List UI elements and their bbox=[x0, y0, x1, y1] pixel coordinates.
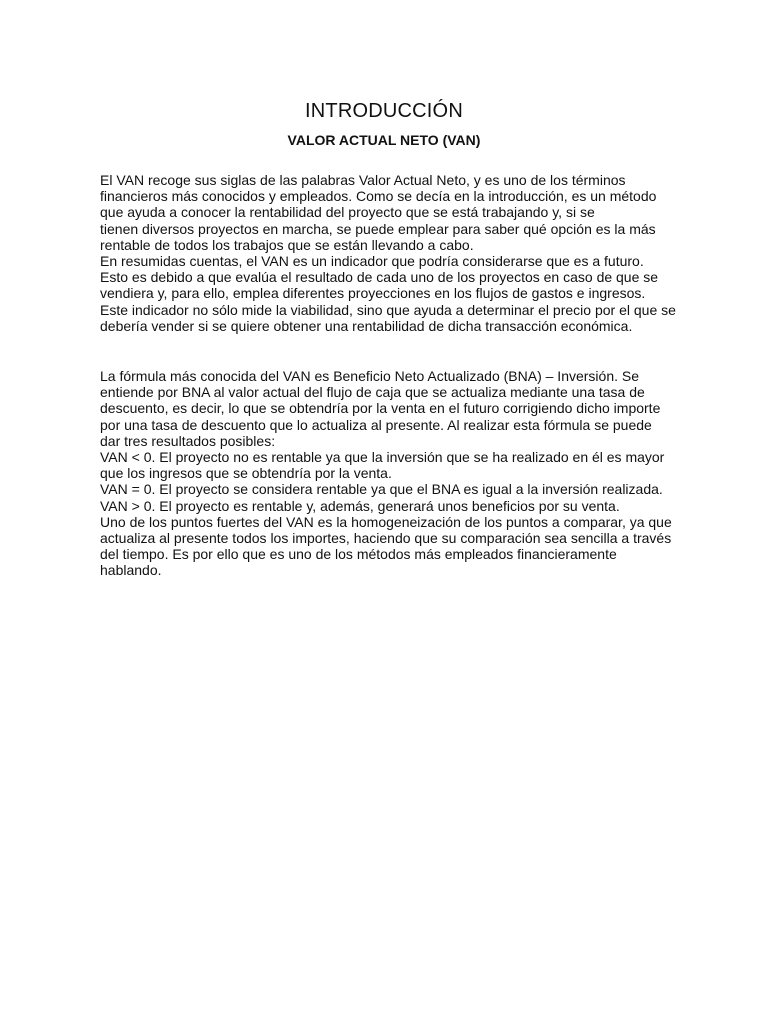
text-line: En resumidas cuentas, el VAN es un indicador que podría considerarse que es a futuro. bbox=[100, 253, 644, 270]
paragraph-formula bbox=[100, 368, 680, 579]
text-line: El VAN recoge sus siglas de las palabras Valor Actual Neto, y es uno de los términos bbox=[100, 172, 626, 188]
text-line: VAN = 0. El proyecto se considera rentable ya que el BNA es igual a la inversión realizada. bbox=[100, 481, 663, 498]
text-line: por una tasa de descuento que lo actualiza al presente. Al realizar esta fórmula se puede bbox=[100, 416, 652, 433]
text-line: actualiza al presente todos los importes, haciendo que su comparación sea sencilla a través bbox=[100, 530, 672, 547]
text-line: Uno de los puntos fuertes del VAN es la homogeneización de los puntos a comparar, ya que bbox=[100, 513, 672, 530]
text-line: tienen diversos proyectos en marcha, se puede emplear para saber qué opción es la más bbox=[100, 220, 656, 237]
text-line: que ayuda a conocer la rentabilidad del proyecto que se está trabajando y, si se bbox=[100, 204, 595, 221]
paragraph-intro bbox=[100, 172, 680, 334]
text-line: entiende por BNA al valor actual del flujo de caja que se actualiza mediante una tasa de bbox=[100, 384, 645, 401]
text-line: descuento, es decir, lo que se obtendría por la venta en el futuro corrigiendo dicho importe bbox=[100, 400, 661, 417]
text-line: que los ingresos que se obtendría por la venta. bbox=[100, 465, 392, 482]
text-line: VAN < 0. El proyecto no es rentable ya que la inversión que se ha realizado en él es mayor bbox=[100, 449, 665, 466]
text-line: vendiera y, para ello, emplea diferentes proyecciones en los flujos de gastos e ingresos. bbox=[100, 285, 646, 302]
text-line: financieros más conocidos y empleados. Como se decía en la introducción, es un método bbox=[100, 188, 657, 205]
text-line: hablando. bbox=[100, 562, 162, 579]
page-subtitle: VALOR ACTUAL NETO (VAN) bbox=[287, 132, 481, 148]
text-line: dar tres resultados posibles: bbox=[100, 432, 276, 449]
text-line: La fórmula más conocida del VAN es Beneficio Neto Actualizado (BNA) – Inversión. Se bbox=[100, 368, 640, 384]
text-line: del tiempo. Es por ello que es uno de los métodos más empleados financieramente bbox=[100, 546, 617, 563]
text-line: debería vender si se quiere obtener una rentabilidad de dicha transacción económica. bbox=[100, 317, 633, 334]
text-line: Esto es debido a que evalúa el resultado de cada uno de los proyectos en caso de que se bbox=[100, 269, 659, 286]
text-line: Este indicador no sólo mide la viabilidad, sino que ayuda a determinar el precio por el que se bbox=[100, 301, 676, 318]
text-line: VAN > 0. El proyecto es rentable y, además, generará unos beneficios por su venta. bbox=[100, 497, 620, 514]
text-line: rentable de todos los trabajos que se están llevando a cabo. bbox=[100, 236, 474, 253]
page-title: INTRODUCCIÓN bbox=[305, 100, 463, 122]
